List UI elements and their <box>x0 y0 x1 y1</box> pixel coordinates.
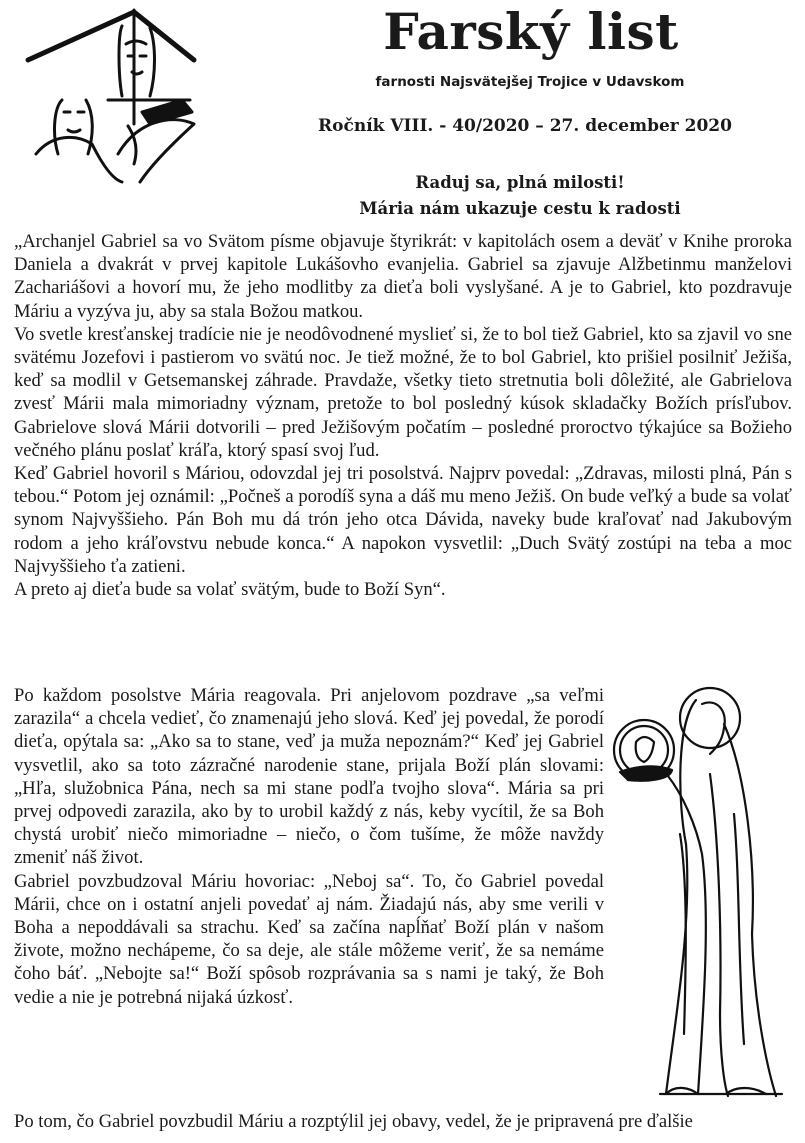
article-paragraph-6: Po tom, čo Gabriel povzbudil Máriu a rozptýlil jej obavy, vedel, že je pripravená pre ďalšie <box>14 1111 693 1132</box>
masthead-title: Farský list <box>383 2 679 61</box>
headline-line-2: Mária nám ukazuje cestu k radosti <box>359 199 681 218</box>
article-paragraph-2: Vo svetle kresťanskej tradície nie je neodôvodnené myslieť si, že to bol tiež Gabriel, kto sa zjavil vo sne svätému Jozefovi i pastierom vo svätú noc. Je tiež možné, že to bol Gabriel, kto prišiel posilniť Ježiša, keď sa modlil v Getsemanskej záhrade. Pravdaže, všetky tieto stretnutia boli dôležité, ale Gabrielova zvesť Márii mala mimoriadny význam, pretože to bol posledný kúsok skladačky Božích prísľubov. Gabrielove slová Márii dotvorili – pred Ježišovým počatím – posledné proroctvo týkajúce sa Božieho večného plánu poslať kráľa, ktorý spasí svoj ľud. <box>14 323 792 461</box>
article-paragraph-3: Keď Gabriel hovoril s Máriou, odovzdal jej tri posolstvá. Najprv povedal: „Zdravas, milosti plná, Pán s tebou.“ Potom jej oznámil: „Počneš a porodíš syna a dáš mu meno Ježiš. On bude veľký a bude sa volať synom Najvyššieho. Pán Boh mu dá trón jeho otca Dávida, naveky bude kraľovať nad Jakubovým rodom a jeho kráľovstvu nebude konca.“ A napokon vysvetlil: „Duch Svätý zostúpi na teba a moc Najvyššieho ťa zatieni. <box>14 463 792 577</box>
madonna-and-child-illustration <box>606 684 786 1104</box>
article-paragraph-5: Gabriel povzbudzoval Máriu hovoriac: „Neboj sa“. To, čo Gabriel povedal Márii, chce on i ostatní anjeli povedať aj nám. Žiadajú nás, aby sme verili v Boha a nepoddávali sa strachu. Keď sa začína napĺňať Boží plán v našom živote, možno nechápeme, čo sa deje, ale stále môžeme veriť, že sa nemáme čoho báť. „Nebojte sa!“ Boží spôsob rozprávania sa s nami je taký, že Boh vedie a nie je potrebná nijaká úzkosť. <box>14 870 604 1008</box>
article-paragraph-4: Po každom posolstve Mária reagovala. Pri anjelovom pozdrave „sa veľmi zarazila“ a chcela vedieť, čo znamenajú jeho slová. Keď jej povedal, že porodí dieťa, opýtala sa: „Ako sa to stane, veď ja muža nepoznám?“ Keď jej Gabriel vysvetlil, ako sa toto zázračné narodenie stane, prijala Boží plán slovami: „Hľa, služobnica Pána, nech sa mi stane podľa tvojho slova“. Mária sa pri prvej odpovedi zarazila, ako by to urobil každý z nás, keby vycítil, že sa Boh chystá urobiť niečo mimoriadne – niečo, o čom tušíme, že môže navždy zmeniť náš život. <box>14 685 604 869</box>
article-paragraph-3-end: A preto aj dieťa bude sa volať svätým, bude to Boží Syn“. <box>14 579 446 601</box>
article-body-narrow <box>14 684 604 1009</box>
masthead-subtitle: farnosti Najsvätejšej Trojice v Udavskom <box>375 74 685 90</box>
issue-line: Ročník VIII. - 40/2020 – 27. december 2020 <box>318 116 732 136</box>
article-headline <box>330 170 710 222</box>
headline-line-1: Raduj sa, plná milosti! <box>415 173 625 192</box>
trinity-logo-illustration <box>22 4 200 186</box>
article-paragraph-1: „Archanjel Gabriel sa vo Svätom písme objavuje štyrikrát: v kapitolách osem a deväť v Knihe proroka Daniela a dvakrát v prvej kapitole Lukášovho evanjelia. Gabriel sa zjavuje Alžbetinmu manželovi Zachariášovi a hovorí mu, že jeho modlitby za dieťa boli vyslyšané. A je to Gabriel, kto pozdravuje Máriu a vyzýva ju, aby sa stala Božou matkou. <box>14 231 792 322</box>
article-body-top <box>14 230 792 601</box>
